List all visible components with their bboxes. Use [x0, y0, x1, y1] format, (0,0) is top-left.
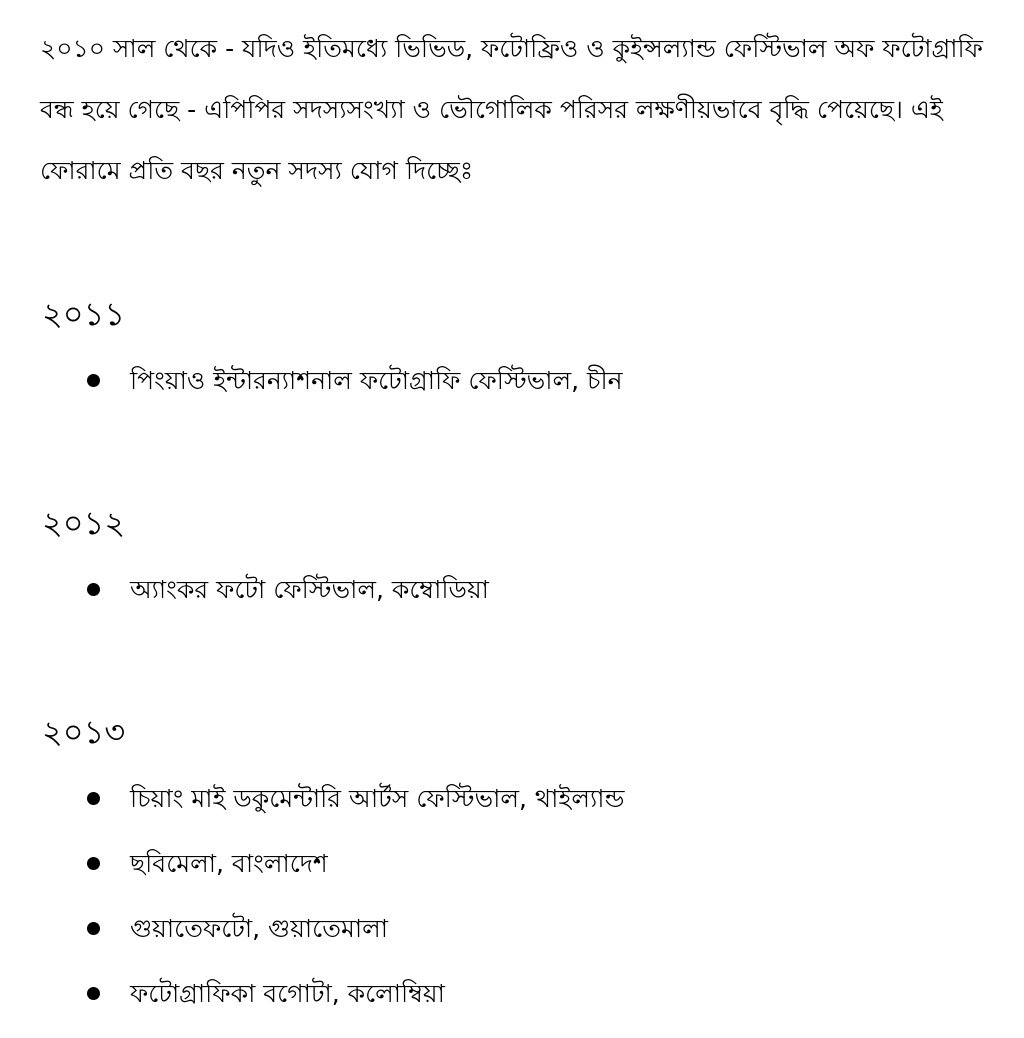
- list-item-text: পিংয়াও ইন্টারন্যাশনাল ফটোগ্রাফি ফেস্টিভাল, চীন: [130, 366, 623, 395]
- list-item-text: ছবিমেলা, বাংলাদেশ: [130, 849, 328, 878]
- intro-paragraph: ২০১০ সাল থেকে - যদিও ইতিমধ্যে ভিভিড, ফটোফ্রিও ও কুইন্সল্যান্ড ফেস্টিভাল অফ ফটোগ্রাফি বন্ধ হয়ে গেছে - এপিপির সদস্যসংখ্যা ও ভৌগোলিক পরিসর লক্ষণীয়ভাবে বৃদ্ধি পেয়েছে। এই ফোরামে প্রতি বছর নতুন সদস্য যোগ দিচ্ছেঃ: [40, 34, 983, 185]
- bullet-icon: [87, 857, 100, 870]
- year-heading-2011: ২০১১: [42, 295, 126, 333]
- list-item-text: ফটোগ্রাফিকা বগোটা, কলোম্বিয়া: [130, 979, 445, 1008]
- list-item-text: অ্যাংকর ফটো ফেস্টিভাল, কম্বোডিয়া: [130, 575, 489, 604]
- bullet-icon: [87, 583, 100, 596]
- bullet-icon: [87, 792, 100, 805]
- festival-list-2013: [40, 766, 994, 1026]
- list-item: [40, 557, 994, 622]
- festival-list-2012: [40, 557, 994, 622]
- bullet-icon: [87, 374, 100, 387]
- bullet-icon: [87, 987, 100, 1000]
- bullet-icon: [87, 922, 100, 935]
- list-item: [40, 961, 994, 1026]
- list-item: [40, 766, 994, 831]
- year-heading-2013: ২০১৩: [42, 713, 126, 751]
- list-item: [40, 348, 994, 413]
- list-item: [40, 831, 994, 896]
- festival-list-2011: [40, 348, 994, 413]
- list-item-text: চিয়াং মাই ডকুমেন্টারি আর্টস ফেস্টিভাল, থাইল্যান্ড: [130, 784, 625, 813]
- list-item: [40, 896, 994, 961]
- list-item-text: গুয়াতেফটো, গুয়াতেমালা: [130, 914, 388, 943]
- year-heading-2012: ২০১২: [42, 504, 126, 542]
